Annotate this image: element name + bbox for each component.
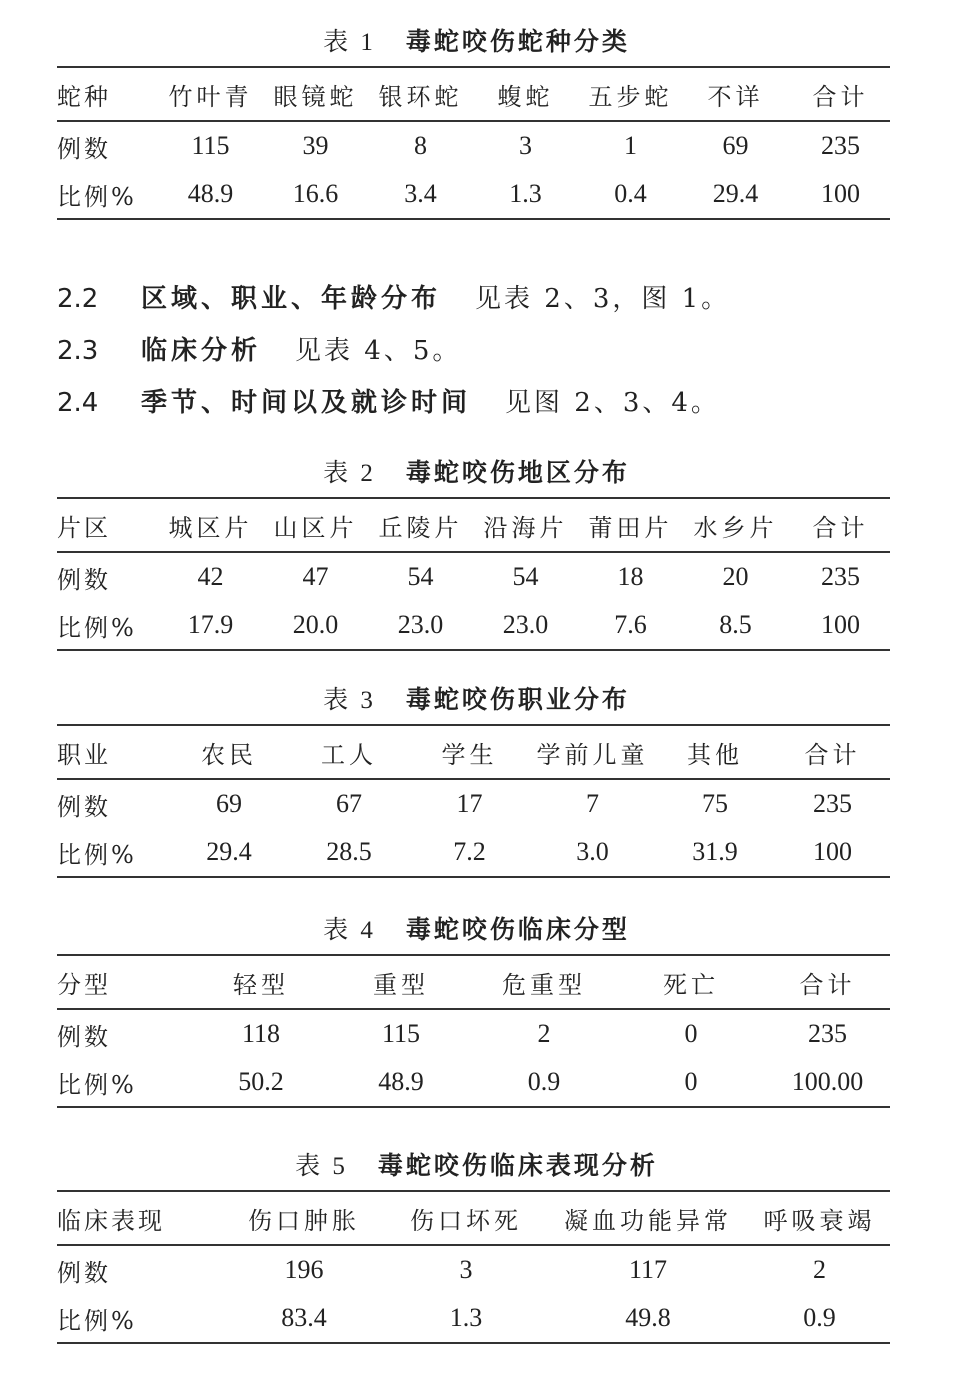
table-cell: 1 bbox=[624, 131, 637, 160]
table-cell: 100 bbox=[821, 179, 860, 208]
table-cell: 7 bbox=[586, 789, 599, 818]
table-caption: 毒蛇咬伤临床表现分析 bbox=[377, 1151, 658, 1180]
table-cell: 3 bbox=[519, 131, 532, 160]
table-grid bbox=[57, 497, 890, 651]
table-cell: 48.9 bbox=[187, 179, 234, 208]
table-row bbox=[57, 170, 890, 218]
table-header-row bbox=[57, 1192, 890, 1246]
section-number: 2.4 bbox=[57, 388, 99, 418]
table-header-row bbox=[57, 726, 890, 780]
table-label: 表 4 bbox=[323, 917, 376, 944]
table-caption: 毒蛇咬伤职业分布 bbox=[405, 685, 630, 714]
table-cell: 3.0 bbox=[576, 837, 609, 866]
table-cell: 235 bbox=[821, 562, 860, 591]
section-reference: 见表 2、3，图 1。 bbox=[475, 284, 731, 314]
section-number: 2.2 bbox=[57, 284, 99, 314]
row-label: 比例% bbox=[57, 1306, 137, 1335]
section-reference: 见图 2、3、4。 bbox=[505, 388, 720, 418]
table-cell: 117 bbox=[628, 1255, 668, 1284]
row-label: 比例% bbox=[57, 613, 137, 642]
header-cell: 危重型 bbox=[502, 970, 586, 999]
table-cell: 83.4 bbox=[281, 1303, 327, 1332]
header-cell: 死亡 bbox=[663, 970, 719, 999]
header-cell: 五步蛇 bbox=[588, 82, 673, 111]
table-cell: 8 bbox=[414, 131, 427, 160]
header-cell: 学生 bbox=[441, 740, 498, 769]
table-cell: 29.4 bbox=[206, 837, 252, 866]
table-cell: 2 bbox=[537, 1019, 551, 1048]
header-cell: 合计 bbox=[804, 740, 861, 769]
table-cell: 2 bbox=[813, 1255, 826, 1284]
header-cell: 重型 bbox=[373, 970, 429, 999]
table-cell: 29.4 bbox=[712, 179, 759, 208]
table-row bbox=[57, 1058, 890, 1106]
table-row bbox=[57, 601, 890, 649]
header-cell: 凝血功能异常 bbox=[564, 1206, 732, 1235]
header-cell: 其他 bbox=[687, 740, 743, 769]
table-title bbox=[57, 680, 890, 716]
table-title bbox=[57, 22, 890, 58]
table-cell: 115 bbox=[191, 131, 230, 160]
table-cell: 39 bbox=[302, 131, 329, 160]
header-cell: 学前儿童 bbox=[536, 740, 649, 769]
table-cell: 8.5 bbox=[719, 610, 752, 639]
section-heading: 区域、职业、年龄分布 bbox=[141, 284, 442, 314]
table-cell: 235 bbox=[821, 131, 860, 160]
table-row bbox=[57, 1246, 890, 1294]
header-cell: 山区片 bbox=[273, 513, 358, 542]
table-cell: 17 bbox=[456, 789, 483, 818]
table-row bbox=[57, 1010, 890, 1058]
header-cell: 蛇种 bbox=[57, 82, 111, 111]
header-cell: 合计 bbox=[799, 970, 856, 999]
header-cell: 呼吸衰竭 bbox=[763, 1206, 876, 1235]
table-cell: 0 bbox=[684, 1067, 698, 1096]
table-row bbox=[57, 1294, 890, 1342]
section-number: 2.3 bbox=[57, 336, 99, 366]
header-cell: 伤口坏死 bbox=[410, 1206, 522, 1235]
row-label: 例数 bbox=[57, 1258, 111, 1287]
table-cell: 235 bbox=[813, 789, 852, 818]
section-heading: 临床分析 bbox=[141, 336, 262, 366]
section-heading: 季节、时间以及就诊时间 bbox=[141, 388, 472, 418]
table-row bbox=[57, 780, 890, 828]
table-cell: 118 bbox=[241, 1019, 281, 1048]
header-cell: 眼镜蛇 bbox=[273, 82, 358, 111]
row-label: 例数 bbox=[57, 792, 111, 821]
table-cell: 48.9 bbox=[378, 1067, 424, 1096]
table-grid bbox=[57, 954, 890, 1108]
table-cell: 0.4 bbox=[614, 179, 647, 208]
header-cell: 竹叶青 bbox=[168, 82, 253, 111]
table-cell: 115 bbox=[381, 1019, 421, 1048]
table-cell: 3 bbox=[459, 1255, 473, 1284]
header-cell: 沿海片 bbox=[483, 513, 568, 542]
table-row bbox=[57, 828, 890, 876]
section-paragraph bbox=[57, 278, 730, 315]
header-cell: 职业 bbox=[57, 740, 111, 769]
table-grid bbox=[57, 66, 890, 220]
header-cell: 工人 bbox=[321, 740, 377, 769]
table-cell: 235 bbox=[808, 1019, 847, 1048]
table-cell: 69 bbox=[216, 789, 242, 818]
row-label: 例数 bbox=[57, 1022, 111, 1051]
section-reference: 见表 4、5。 bbox=[295, 336, 462, 366]
table-cell: 67 bbox=[336, 789, 362, 818]
section-paragraph bbox=[57, 330, 461, 367]
table-cell: 47 bbox=[302, 562, 329, 591]
table-cell: 69 bbox=[722, 131, 749, 160]
table-label: 表 5 bbox=[295, 1153, 348, 1180]
table-header-row bbox=[57, 68, 890, 122]
table-row bbox=[57, 122, 890, 170]
header-cell: 农民 bbox=[201, 740, 257, 769]
table-cell: 54 bbox=[407, 562, 434, 591]
table-cell: 75 bbox=[702, 789, 728, 818]
table-cell: 1.3 bbox=[449, 1303, 483, 1332]
table-cell: 1.3 bbox=[509, 179, 542, 208]
table-label: 表 2 bbox=[323, 460, 376, 487]
header-cell: 临床表现 bbox=[57, 1206, 165, 1235]
table-header-row bbox=[57, 499, 890, 553]
row-label: 例数 bbox=[57, 565, 111, 594]
header-cell: 莆田片 bbox=[588, 513, 673, 542]
table-cell: 100 bbox=[813, 837, 852, 866]
header-cell: 银环蛇 bbox=[378, 82, 463, 111]
table-cell: 196 bbox=[284, 1255, 324, 1284]
table-title bbox=[57, 1146, 890, 1182]
table-cell: 31.9 bbox=[692, 837, 738, 866]
header-cell: 分型 bbox=[57, 970, 111, 999]
table-label: 表 1 bbox=[323, 29, 376, 56]
table-cell: 7.2 bbox=[453, 837, 486, 866]
table-cell: 23.0 bbox=[397, 610, 444, 639]
table-cell: 17.9 bbox=[187, 610, 234, 639]
header-cell: 伤口肿胀 bbox=[248, 1206, 360, 1235]
table-caption: 毒蛇咬伤蛇种分类 bbox=[405, 27, 630, 56]
header-cell: 城区片 bbox=[168, 513, 253, 542]
table-label: 表 3 bbox=[323, 687, 376, 714]
table-cell: 28.5 bbox=[326, 837, 372, 866]
table-title bbox=[57, 453, 890, 489]
row-label: 比例% bbox=[57, 1070, 137, 1099]
table-cell: 7.6 bbox=[614, 610, 647, 639]
table-cell: 100 bbox=[821, 610, 860, 639]
header-cell: 轻型 bbox=[233, 970, 289, 999]
header-cell: 合计 bbox=[812, 82, 869, 111]
table-cell: 42 bbox=[197, 562, 224, 591]
table-cell: 20 bbox=[722, 562, 749, 591]
table-cell: 3.4 bbox=[404, 179, 437, 208]
row-label: 比例% bbox=[57, 840, 137, 869]
row-label: 比例% bbox=[57, 182, 137, 211]
header-cell: 合计 bbox=[812, 513, 869, 542]
table-cell: 20.0 bbox=[292, 610, 339, 639]
table-cell: 0.9 bbox=[803, 1303, 836, 1332]
table-grid bbox=[57, 1190, 890, 1344]
table-cell: 54 bbox=[512, 562, 539, 591]
table-cell: 16.6 bbox=[292, 179, 339, 208]
table-header-row bbox=[57, 956, 890, 1010]
header-cell: 片区 bbox=[57, 513, 111, 542]
table-cell: 49.8 bbox=[625, 1303, 671, 1332]
table-row bbox=[57, 553, 890, 601]
table-title bbox=[57, 910, 890, 946]
header-cell: 蝮蛇 bbox=[497, 82, 554, 111]
header-cell: 不详 bbox=[707, 82, 764, 111]
table-cell: 100.00 bbox=[791, 1067, 864, 1096]
table-cell: 23.0 bbox=[502, 610, 549, 639]
table-caption: 毒蛇咬伤临床分型 bbox=[405, 915, 630, 944]
table-cell: 0 bbox=[684, 1019, 698, 1048]
table-cell: 50.2 bbox=[238, 1067, 284, 1096]
row-label: 例数 bbox=[57, 134, 111, 163]
table-cell: 0.9 bbox=[527, 1067, 561, 1096]
header-cell: 水乡片 bbox=[693, 513, 778, 542]
table-cell: 18 bbox=[617, 562, 644, 591]
section-paragraph bbox=[57, 382, 720, 419]
table-caption: 毒蛇咬伤地区分布 bbox=[405, 458, 630, 487]
header-cell: 丘陵片 bbox=[378, 513, 463, 542]
table-grid bbox=[57, 724, 890, 878]
